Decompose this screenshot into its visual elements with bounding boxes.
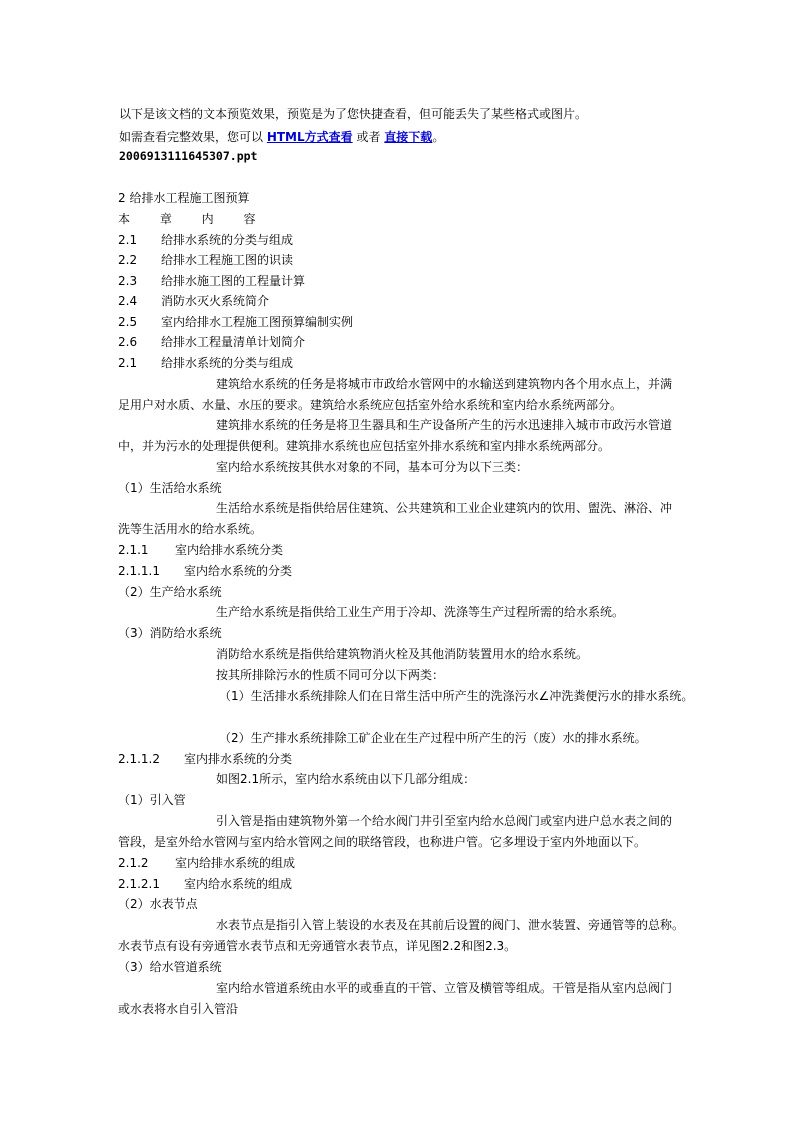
view-options-line xyxy=(119,129,794,145)
toc-number: 2.3 xyxy=(118,274,138,288)
sub-heading: （2）水表节点 xyxy=(118,897,198,911)
section-heading-2-1-1-2 xyxy=(118,751,794,767)
toc-item xyxy=(118,334,794,350)
section-title: 室内给排水系统的组成 xyxy=(175,856,296,870)
toc-number: 2.4 xyxy=(118,294,138,308)
section-title: 室内给水系统的组成 xyxy=(184,877,293,891)
paragraph: 引入管是指由建筑物外第一个给水阀门井引至室内给水总阀门或室内进户总水表之间的 xyxy=(216,814,673,828)
toc-item xyxy=(118,314,794,330)
view-options-prefix: 如需查看完整效果，您可以 xyxy=(119,130,267,144)
section-number: 2.1.2.1 xyxy=(118,877,160,891)
view-options-mid: 或者 xyxy=(352,130,385,144)
toc-text: 给排水施工图的工程量计算 xyxy=(161,274,306,288)
paragraph: 生产给水系统是指供给工业生产用于冷却、洗涤等生产过程所需的给水系统。 xyxy=(216,605,625,619)
paragraph-continued: 足用户对水质、水量、水压的要求。建筑给水系统应包括室外给水系统和室内给水系统两部分。 xyxy=(118,398,623,412)
view-options-suffix: 。 xyxy=(432,130,445,144)
toc-number: 2.5 xyxy=(118,315,138,329)
paragraph-continued: 中，并为污水的处理提供便利。建筑排水系统也应包括室外排水系统和室内排水系统两部分。 xyxy=(118,439,611,453)
preview-notice: 以下是该文档的文本预览效果，预览是为了您快捷查看，但可能丢失了某些格式或图片。 xyxy=(119,107,588,121)
section-number: 2.1 xyxy=(118,356,138,370)
toc-item xyxy=(118,252,794,268)
paragraph-continued: 洗等生活用水的给水系统。 xyxy=(118,522,263,536)
section-title: 室内给排水系统分类 xyxy=(175,543,284,557)
section-number: 2.1.1 xyxy=(118,543,149,557)
section-heading-2-1-2 xyxy=(118,855,794,871)
sub-heading: （3）消防给水系统 xyxy=(118,626,222,640)
toc-number: 2.6 xyxy=(118,335,138,349)
paragraph-continued: 水表节点有设有旁通管水表节点和无旁通管水表节点，详见图2.2和图2.3。 xyxy=(118,939,517,953)
direct-download-link[interactable]: 直接下载 xyxy=(384,130,433,144)
toc-text: 给排水工程量清单计划简介 xyxy=(161,335,306,349)
paragraph-continued: 管段，是室外给水管网与室内给水管网之间的联络管段，也称进户管。它多埋设于室内外地面以下。 xyxy=(118,835,647,849)
paragraph: 按其所排除污水的性质不同可分以下两类： xyxy=(216,668,445,682)
paragraph: （2）生产排水系统排除工矿企业在生产过程中所产生的污（废）水的排水系统。 xyxy=(219,731,647,745)
section-number: 2.1.2 xyxy=(118,856,149,870)
section-number: 2.1.1.2 xyxy=(118,752,160,766)
section-heading-2-1 xyxy=(118,355,794,371)
sub-heading: （1）引入管 xyxy=(118,793,186,807)
paragraph: 建筑排水系统的任务是将卫生器具和生产设备所产生的污水迅速排入城市市政污水管道 xyxy=(216,418,673,432)
paragraph: 消防给水系统是指供给建筑物消火栓及其他消防装置用水的给水系统。 xyxy=(216,647,589,661)
html-view-link[interactable]: HTML方式查看 xyxy=(266,130,353,144)
toc-text: 室内给排水工程施工图预算编制实例 xyxy=(161,315,354,329)
toc-number: 2.2 xyxy=(118,253,138,267)
toc-item xyxy=(118,293,794,309)
toc-item xyxy=(118,273,794,289)
toc-text: 消防水灭火系统简介 xyxy=(161,294,270,308)
file-name: 2006913111645307.ppt xyxy=(119,149,258,163)
paragraph: （1）生活排水系统排除人们在日常生活中所产生的洗涤污水∠冲洗粪便污水的排水系统。 xyxy=(219,689,694,703)
paragraph: 水表节点是指引入管上装设的水表及在其前后设置的阀门、泄水装置、旁通管等的总称。 xyxy=(216,918,685,932)
paragraph: 如图2.1所示，室内给水系统由以下几部分组成： xyxy=(216,772,476,786)
chapter-title: 2 给排水工程施工图预算 xyxy=(118,191,250,205)
contents-heading: 本 章 内 容 xyxy=(118,212,269,226)
section-heading-2-1-1-1 xyxy=(118,563,794,579)
sub-heading: （3）给水管道系统 xyxy=(118,960,222,974)
section-heading-2-1-2-1 xyxy=(118,876,794,892)
section-title: 室内排水系统的分类 xyxy=(184,752,293,766)
section-title: 给排水系统的分类与组成 xyxy=(161,356,294,370)
paragraph: 室内给水系统按其供水对象的不同，基本可分为以下三类： xyxy=(216,460,529,474)
toc-text: 给排水系统的分类与组成 xyxy=(161,233,294,247)
paragraph-continued: 或水表将水自引入管沿 xyxy=(118,1002,239,1016)
paragraph: 室内给水管道系统由水平的或垂直的干管、立管及横管等组成。干管是指从室内总阀门 xyxy=(216,981,673,995)
toc-text: 给排水工程施工图的识读 xyxy=(161,253,294,267)
section-title: 室内给水系统的分类 xyxy=(184,564,293,578)
section-heading-2-1-1 xyxy=(118,542,794,558)
sub-heading: （2）生产给水系统 xyxy=(118,585,222,599)
section-number: 2.1.1.1 xyxy=(118,564,160,578)
sub-heading: （1）生活给水系统 xyxy=(118,481,222,495)
paragraph: 建筑给水系统的任务是将城市市政给水管网中的水输送到建筑物内各个用水点上，并满 xyxy=(216,377,673,391)
toc-item xyxy=(118,232,794,248)
paragraph: 生活给水系统是指供给居住建筑、公共建筑和工业企业建筑内的饮用、盥洗、淋浴、冲 xyxy=(216,501,673,515)
toc-number: 2.1 xyxy=(118,233,138,247)
